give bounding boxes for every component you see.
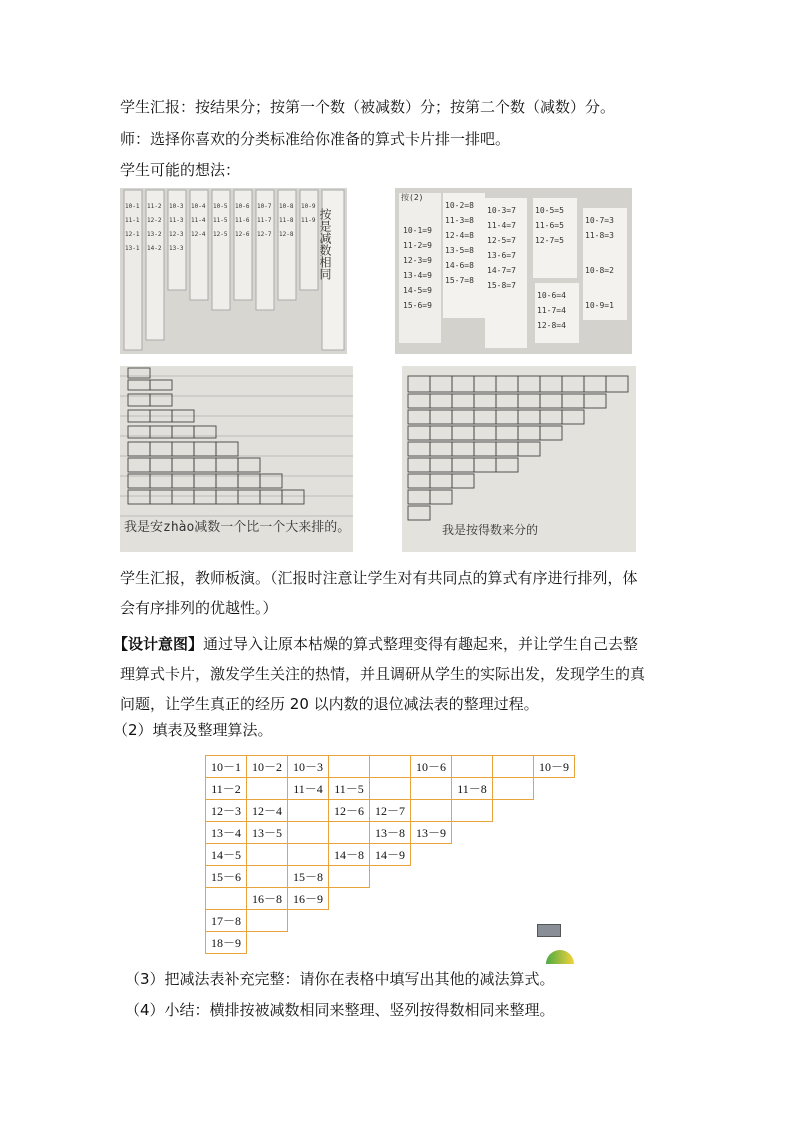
- step4-paragraph: （4）小结：横排按被减数相同来整理、竖列按得数相同来整理。: [125, 1001, 555, 1019]
- svg-text:12-4: 12-4: [191, 231, 206, 238]
- table-cell: [288, 822, 329, 844]
- svg-text:10-9=1: 10-9=1: [585, 301, 614, 310]
- svg-text:11-8=3: 11-8=3: [585, 231, 614, 240]
- table-row: [206, 932, 575, 954]
- table-empty-space: [247, 932, 288, 954]
- table-empty-space: [493, 844, 534, 866]
- table-cell: 12－6: [329, 800, 370, 822]
- table-cell: 14－5: [206, 844, 247, 866]
- table-cell: [288, 844, 329, 866]
- svg-text:10-9: 10-9: [301, 203, 316, 210]
- table-cell: 12－3: [206, 800, 247, 822]
- table-empty-space: [534, 778, 575, 800]
- table-cell: [329, 756, 370, 778]
- svg-text:10-7=3: 10-7=3: [585, 216, 614, 225]
- design-intent-label: 【设计意图】: [113, 635, 204, 653]
- table-cell: [370, 778, 411, 800]
- svg-text:12-5=7: 12-5=7: [487, 236, 516, 245]
- photo1-caption: 按是减数相同: [318, 208, 332, 280]
- table-cell: 15－6: [206, 866, 247, 888]
- student-ideas-heading: 学生可能的想法：: [120, 161, 241, 179]
- table-cell: 10－6: [411, 756, 452, 778]
- report-board-line1: 学生汇报，教师板演。（汇报时注意让学生对有共同点的算式有序进行排列，体: [120, 569, 638, 587]
- table-empty-space: [452, 888, 493, 910]
- svg-text:13-6=7: 13-6=7: [487, 251, 516, 260]
- svg-text:13-1: 13-1: [125, 245, 140, 252]
- table-row: [206, 910, 575, 932]
- table-cell: 10－1: [206, 756, 247, 778]
- table-cell: [288, 800, 329, 822]
- svg-text:10-2=8: 10-2=8: [445, 201, 474, 210]
- table-row: [206, 844, 575, 866]
- svg-text:14-7=7: 14-7=7: [487, 266, 516, 275]
- svg-text:10-3: 10-3: [169, 203, 184, 210]
- table-cell: 10－9: [534, 756, 575, 778]
- svg-text:15-7=8: 15-7=8: [445, 276, 474, 285]
- table-cell: [329, 866, 370, 888]
- teacher-paragraph: 师：选择你喜欢的分类标准给你准备的算式卡片排一排吧。: [120, 130, 511, 148]
- photo4-caption: 我是按得数来分的: [442, 523, 539, 537]
- table-empty-space: [534, 866, 575, 888]
- report-board-line2: 会有序排列的优越性。）: [120, 599, 278, 617]
- table-cell: 12－4: [247, 800, 288, 822]
- svg-text:11-7: 11-7: [257, 217, 272, 224]
- svg-text:13-2: 13-2: [147, 231, 162, 238]
- svg-text:10-8: 10-8: [279, 203, 294, 210]
- table-row: [206, 866, 575, 888]
- table-empty-space: [452, 932, 493, 954]
- table-empty-space: [493, 910, 534, 932]
- step3-paragraph: （3）把减法表补充完整：请你在表格中填写出其他的减法算式。: [125, 970, 555, 988]
- table-cell: 10－2: [247, 756, 288, 778]
- table-cell: 11－5: [329, 778, 370, 800]
- table-cell: 16－9: [288, 888, 329, 910]
- svg-text:15-6=9: 15-6=9: [403, 301, 432, 310]
- svg-text:13-5=8: 13-5=8: [445, 246, 474, 255]
- table-empty-space: [452, 844, 493, 866]
- photo2-caption: 按(2): [401, 193, 424, 202]
- table-cell: 11－8: [452, 778, 493, 800]
- toolbar-icon: [537, 924, 561, 937]
- svg-text:11-3: 11-3: [169, 217, 184, 224]
- table-cell: 13－4: [206, 822, 247, 844]
- svg-text:10-5: 10-5: [213, 203, 228, 210]
- table-cell: [247, 844, 288, 866]
- svg-text:12-5: 12-5: [213, 231, 228, 238]
- svg-text:10-5=5: 10-5=5: [535, 206, 564, 215]
- table-empty-space: [534, 800, 575, 822]
- table-cell: 11－2: [206, 778, 247, 800]
- table-empty-space: [534, 822, 575, 844]
- table-empty-space: [493, 888, 534, 910]
- svg-text:12-3=9: 12-3=9: [403, 256, 432, 265]
- table-empty-space: [493, 932, 534, 954]
- table-empty-space: [370, 932, 411, 954]
- svg-text:11-6: 11-6: [235, 217, 250, 224]
- table-cell: 17－8: [206, 910, 247, 932]
- table-cell: [329, 822, 370, 844]
- svg-text:14-2: 14-2: [147, 245, 162, 252]
- svg-text:12-1: 12-1: [125, 231, 140, 238]
- table-row: [206, 888, 575, 910]
- svg-text:13-3: 13-3: [169, 245, 184, 252]
- svg-text:12-3: 12-3: [169, 231, 184, 238]
- table-cell: 11－4: [288, 778, 329, 800]
- svg-text:11-7=4: 11-7=4: [537, 306, 566, 315]
- table-cell: [452, 756, 493, 778]
- svg-text:14-6=8: 14-6=8: [445, 261, 474, 270]
- step2-heading: （2）填表及整理算法。: [113, 721, 273, 739]
- svg-text:12-7=5: 12-7=5: [535, 236, 564, 245]
- svg-text:10-8=2: 10-8=2: [585, 266, 614, 275]
- table-empty-space: [329, 932, 370, 954]
- svg-text:15-8=7: 15-8=7: [487, 281, 516, 290]
- svg-text:10-1=9: 10-1=9: [403, 226, 432, 235]
- table-cell: 14－9: [370, 844, 411, 866]
- svg-text:12-8: 12-8: [279, 231, 294, 238]
- svg-text:10-1: 10-1: [125, 203, 140, 210]
- table-empty-space: [370, 910, 411, 932]
- svg-text:12-7: 12-7: [257, 231, 272, 238]
- report-paragraph: 学生汇报：按结果分；按第一个数（被减数）分；按第二个数（减数）分。: [120, 98, 616, 116]
- table-row: [206, 756, 575, 778]
- table-cell: 15－8: [288, 866, 329, 888]
- photo-student-work-1: [120, 188, 347, 354]
- svg-text:10-3=7: 10-3=7: [487, 206, 516, 215]
- table-empty-space: [493, 800, 534, 822]
- table-empty-space: [411, 844, 452, 866]
- table-empty-space: [411, 866, 452, 888]
- svg-text:11-9: 11-9: [301, 217, 316, 224]
- table-empty-space: [411, 910, 452, 932]
- table-cell: [452, 800, 493, 822]
- table-empty-space: [493, 866, 534, 888]
- table-empty-space: [370, 888, 411, 910]
- svg-text:10-6: 10-6: [235, 203, 250, 210]
- svg-text:11-4: 11-4: [191, 217, 206, 224]
- table-cell: 16－8: [247, 888, 288, 910]
- svg-text:11-2: 11-2: [147, 203, 162, 210]
- svg-text:11-5: 11-5: [213, 217, 228, 224]
- table-empty-space: [534, 888, 575, 910]
- svg-text:11-8: 11-8: [279, 217, 294, 224]
- svg-text:12-4=8: 12-4=8: [445, 231, 474, 240]
- table-empty-space: [329, 910, 370, 932]
- table-cell: [206, 888, 247, 910]
- design-intent-line2: 理算式卡片，激发学生关注的热情，并且调研从学生的实际出发，发现学生的真: [120, 665, 646, 683]
- svg-text:14-5=9: 14-5=9: [403, 286, 432, 295]
- svg-text:11-2=9: 11-2=9: [403, 241, 432, 250]
- table-cell: 10－3: [288, 756, 329, 778]
- table-empty-space: [329, 888, 370, 910]
- photo3-caption: 我是安zhào减数一个比一个大来排的。: [124, 520, 351, 535]
- photo-student-work-2: [395, 188, 632, 354]
- table-empty-space: [288, 910, 329, 932]
- table-empty-space: [452, 822, 493, 844]
- table-empty-space: [493, 822, 534, 844]
- table-cell: [411, 800, 452, 822]
- table-cell: 14－8: [329, 844, 370, 866]
- svg-text:11-4=7: 11-4=7: [487, 221, 516, 230]
- table-row: [206, 778, 575, 800]
- svg-text:12-2: 12-2: [147, 217, 162, 224]
- svg-text:11-1: 11-1: [125, 217, 140, 224]
- table-empty-space: [411, 932, 452, 954]
- svg-text:12-8=4: 12-8=4: [537, 321, 566, 330]
- table-cell: [247, 910, 288, 932]
- svg-text:11-6=5: 11-6=5: [535, 221, 564, 230]
- design-intent-line1: [113, 634, 638, 654]
- svg-text:12-6: 12-6: [235, 231, 250, 238]
- svg-text:10-7: 10-7: [257, 203, 272, 210]
- svg-text:13-4=9: 13-4=9: [403, 271, 432, 280]
- table-empty-space: [452, 910, 493, 932]
- table-cell: [493, 756, 534, 778]
- table-cell: 13－8: [370, 822, 411, 844]
- table-cell: 13－5: [247, 822, 288, 844]
- subtraction-table: [205, 755, 575, 954]
- table-cell: [493, 778, 534, 800]
- table-empty-space: [534, 844, 575, 866]
- table-empty-space: [370, 866, 411, 888]
- design-intent-line3: 问题，让学生真正的经历 20 以内数的退位减法表的整理过程。: [120, 695, 539, 713]
- table-cell: [411, 778, 452, 800]
- table-cell: [247, 866, 288, 888]
- svg-text:11-3=8: 11-3=8: [445, 216, 474, 225]
- table-empty-space: [288, 932, 329, 954]
- table-cell: [370, 756, 411, 778]
- table-cell: 13－9: [411, 822, 452, 844]
- table-empty-space: [411, 888, 452, 910]
- table-row: [206, 822, 575, 844]
- table-cell: 18－9: [206, 932, 247, 954]
- svg-text:10-4: 10-4: [191, 203, 206, 210]
- svg-text:10-6=4: 10-6=4: [537, 291, 566, 300]
- photo-student-work-3: [120, 366, 353, 552]
- table-row: [206, 800, 575, 822]
- photo-student-work-4: [402, 366, 636, 552]
- design-intent-text: 通过导入让原本枯燥的算式整理变得有趣起来，并让学生自己去整: [203, 635, 639, 653]
- table-cell: 12－7: [370, 800, 411, 822]
- table-empty-space: [452, 866, 493, 888]
- table-cell: [247, 778, 288, 800]
